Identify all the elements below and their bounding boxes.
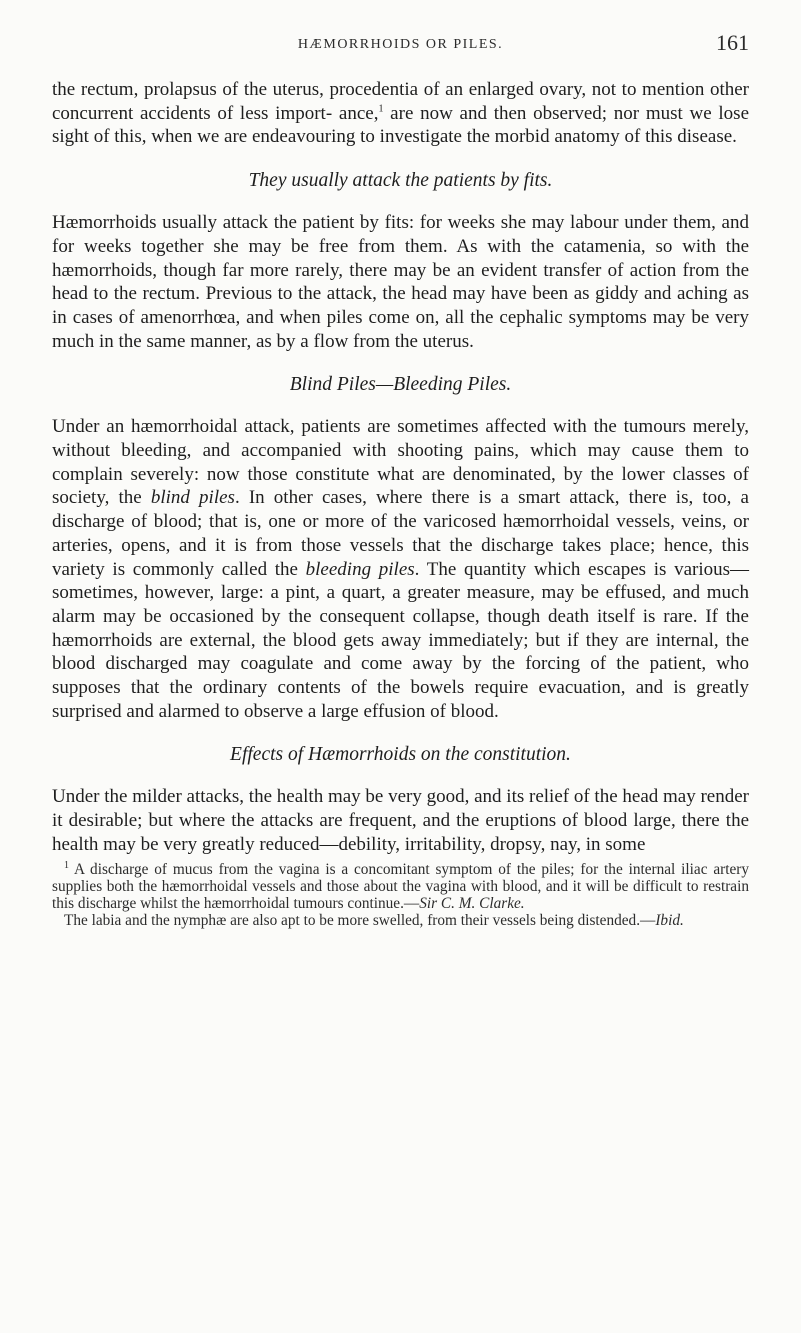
paragraph-3 (52, 415, 749, 723)
paragraph-1-text-a: the rectum, prolapsus of the uterus, procedentia of an enlarged ovary, not to mention other concurrent accidents of less import- ance, (52, 79, 749, 124)
body-text (52, 78, 749, 929)
page-number: 161 (716, 30, 749, 55)
paragraph-3-text-a: Under an hæmorrhoidal attack, patients are sometimes affected with the tumours merely, without bleeding, and accompanied with shooting pains, which may cause them to complain severely: now those constitute what are denominated, by the lower classes of society, the (52, 416, 749, 509)
term-bleeding-piles: bleeding piles (305, 558, 415, 580)
paragraph-1 (52, 78, 749, 149)
footnote-2 (52, 912, 749, 929)
paragraph-3-text-b: . In other cases, where there is a smart attack, there is, too, a discharge of blood; that is, one or more of the varicosed hæmorrhoidal vessels, veins, or arteries, opens, and it is from those vessels that the discharge takes place; hence, this variety is commonly called the (52, 487, 749, 580)
footnote-1 (52, 861, 749, 913)
paragraph-4: Under the milder attacks, the health may be very good, and its relief of the head may render it desirable; but where the attacks are frequent, and the eruptions of blood large, there the health may be very greatly reduced—debility, irritability, dropsy, nay, in some (52, 786, 749, 855)
footnote-mark: 1 (64, 859, 69, 871)
paragraph-1-text-b: are now and then observed; nor must we lose sight of this, when we are endeavouring to investigate the morbid anatomy of this disease. (52, 102, 749, 148)
footnote-1-text: A discharge of mucus from the vagina is a concomitant symptom of the piles; for the internal iliac artery supplies both the hæmorrhoidal vessels and those about the vagina with blood, and it will be difficult to restrain this discharge whilst the hæmorrhoidal tumours continue.— (52, 860, 749, 912)
footnote-2-citation: Ibid. (655, 912, 684, 930)
footnote-ref: 1 (378, 103, 384, 115)
section-heading-blind-bleeding-piles: Blind Piles—Bleeding Piles. (289, 374, 512, 396)
section-heading-effects: Effects of Hæmorrhoids on the constitution. (230, 744, 571, 766)
footnotes (52, 861, 749, 930)
footnote-1-citation: Sir C. M. Clarke. (419, 894, 525, 912)
paragraph-3-text-c: . The quantity which escapes is various—sometimes, however, large: a pint, a quart, a greater measure, may be effused, and much alarm may be occasioned by the consequent collapse, though death itself is rare. If the hæmorrhoids are external, the blood gets away immediately; but if they are internal, the blood discharged may coagulate and come away by the forcing of the patient, who supposes that the ordinary contents of the bowels require evacuation, and is greatly surprised and alarmed to observe a large effusion of blood. (52, 558, 750, 722)
section-heading-fits: They usually attack the patients by fits. (248, 170, 553, 192)
term-blind-piles: blind piles (150, 487, 235, 509)
paragraph-2: Hæmorrhoids usually attack the patient by fits: for weeks she may labour under them, and for weeks together she may be free from them. As with the catamenia, so with the hæmorrhoids, though far more rarely, there may be an evident transfer of action from the head to the rectum. Previous to the attack, the head may have been as giddy and aching as in cases of amenorrhœa, and when piles come on, all the cephalic symptoms may be very much in the same manner, as by a flow from the uterus. (52, 212, 749, 352)
running-title: HÆMORRHOIDS OR PILES. (297, 37, 504, 52)
footnote-2-text: The labia and the nymphæ are also apt to be more swelled, from their vessels being distended.— (64, 912, 656, 930)
page-header (52, 30, 749, 60)
